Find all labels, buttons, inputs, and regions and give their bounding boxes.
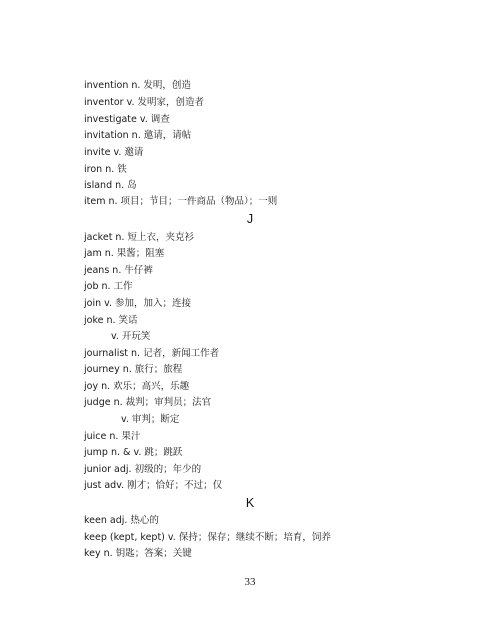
entry-journey: journey n. 旅行；旅程	[84, 364, 183, 375]
entry-jacket: jacket n. 短上衣，夹克衫	[84, 232, 194, 243]
entry-invite: invite v. 邀请	[84, 147, 144, 158]
entry-judge: judge n. 裁判；审判员；法官	[84, 397, 212, 408]
entry-keen: keen adj. 热心的	[84, 515, 159, 526]
entry-jam: jam n. 果酱；阻塞	[84, 248, 165, 259]
entry-junior: junior adj. 初级的；年少的	[84, 464, 202, 475]
entry-just: just adv. 刚才；恰好；不过；仅	[84, 480, 223, 491]
entry-jump: jump n. & v. 跳；跳跃	[84, 447, 183, 458]
entry-iron: iron n. 铁	[84, 164, 127, 175]
entry-jeans: jeans n. 牛仔裤	[84, 265, 153, 276]
entry-joy: joy n. 欢乐；高兴，乐趣	[84, 381, 190, 392]
entry-keep: keep (kept, kept) v. 保持；保存；继续不断；培育，饲养	[84, 532, 331, 543]
entry-joke-verb: v. 开玩笑	[111, 331, 151, 342]
entry-journalist: journalist n. 记者，新闻工作者	[84, 348, 220, 359]
entry-item: item n. 项目；节目；一件商品（物品）；一则	[84, 196, 278, 207]
entry-inventor: inventor v. 发明家，创造者	[84, 97, 205, 108]
entry-invitation: invitation n. 邀请，请帖	[84, 130, 192, 141]
entry-key: key n. 钥匙；答案；关键	[84, 548, 192, 559]
section-heading-k: K	[245, 496, 255, 510]
entry-job: job n. 工作	[84, 281, 133, 292]
entry-joke: joke n. 笑话	[84, 315, 138, 326]
entry-investigate: investigate v. 调查	[84, 114, 170, 125]
page-number: 33	[244, 576, 256, 588]
entry-juice: juice n. 果汁	[84, 431, 141, 442]
entry-judge-verb: v. 审判；断定	[121, 414, 180, 425]
section-heading-j: J	[246, 212, 254, 226]
entry-island: island n. 岛	[84, 180, 137, 191]
entry-invention: invention n. 发明，创造	[84, 80, 191, 91]
entry-join: join v. 参加，加入；连接	[84, 298, 192, 309]
